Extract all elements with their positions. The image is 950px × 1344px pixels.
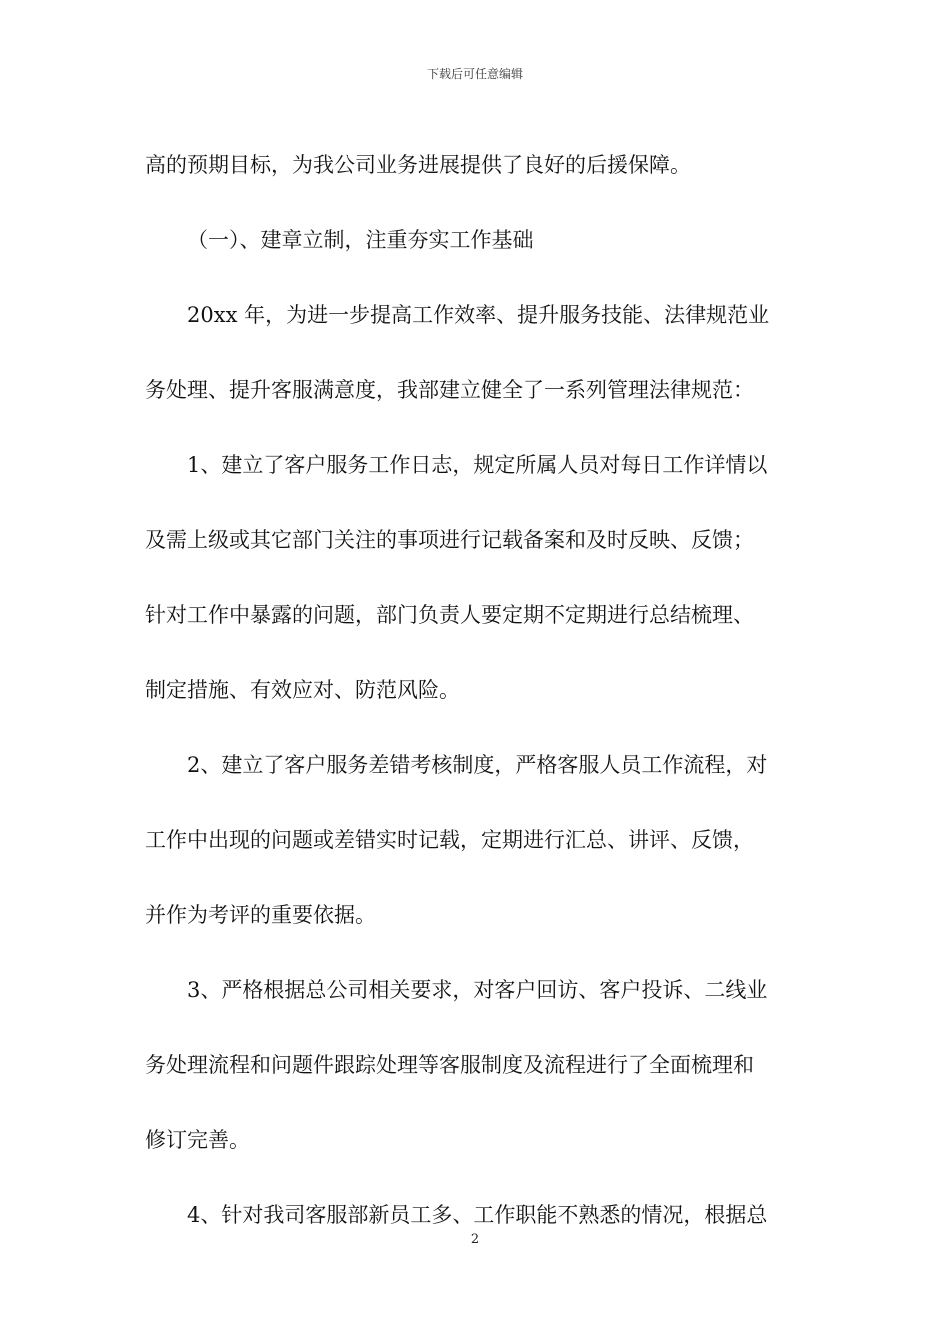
list-item-1-line-3: 针对工作中暴露的问题，部门负责人要定期不定期进行总结梳理、 (145, 603, 754, 627)
list-item-1-line-4: 制定措施、有效应对、防范风险。 (145, 678, 460, 702)
list-item-2-line-1: 2、建立了客户服务差错考核制度，严格客服人员工作流程，对 (187, 753, 768, 777)
list-item-1-line-1: 1、建立了客户服务工作日志，规定所属人员对每日工作详情以 (187, 453, 768, 477)
list-item-3-line-3: 修订完善。 (145, 1128, 250, 1152)
list-item-4-line-1: 4、针对我司客服部新员工多、工作职能不熟悉的情况，根据总 (187, 1203, 768, 1227)
text-line-3: 20xx 年，为进一步提高工作效率、提升服务技能、法律规范业 (187, 303, 770, 327)
list-item-3-line-1: 3、严格根据总公司相关要求，对客户回访、客户投诉、二线业 (187, 978, 768, 1002)
page-number: 2 (470, 1232, 480, 1247)
list-item-2-line-2: 工作中出现的问题或差错实时记载，定期进行汇总、讲评、反馈， (145, 828, 754, 852)
text-line-1: 高的预期目标，为我公司业务进展提供了良好的后援保障。 (145, 153, 691, 177)
list-item-3-line-2: 务处理流程和问题件跟踪处理等客服制度及流程进行了全面梳理和 (145, 1053, 754, 1077)
document-body (145, 128, 810, 1253)
section-heading: （一）、建章立制，注重夯实工作基础 (187, 228, 534, 252)
page-header: 下载后可任意编辑 (426, 67, 523, 81)
list-item-2-line-3: 并作为考评的重要依据。 (145, 903, 376, 927)
text-line-4: 务处理、提升客服满意度，我部建立健全了一系列管理法律规范： (145, 378, 754, 402)
list-item-1-line-2: 及需上级或其它部门关注的事项进行记载备案和及时反映、反馈； (145, 528, 754, 552)
